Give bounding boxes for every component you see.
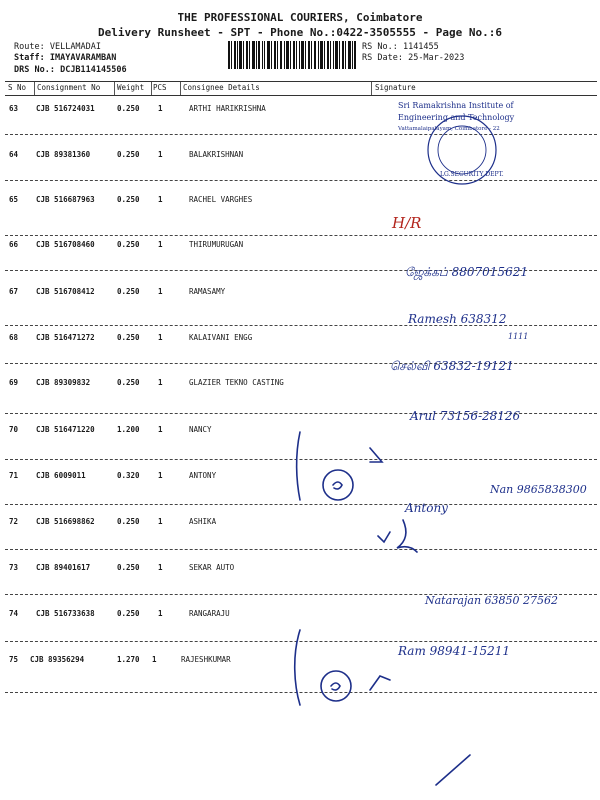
row-consignment: CJB 89401617 <box>36 563 91 572</box>
row-weight: 0.250 <box>117 104 140 113</box>
row-consignee: RAMASAMY <box>189 287 226 296</box>
row-consignment: CJB 89381360 <box>36 150 91 159</box>
signature-row-72-stroke <box>397 520 417 552</box>
row-weight: 0.250 <box>117 240 140 249</box>
row-divider <box>5 504 597 505</box>
row-divider <box>5 413 597 414</box>
row-weight: 0.250 <box>117 378 140 387</box>
table-top-border <box>5 81 597 82</box>
row-weight: 0.250 <box>117 609 140 618</box>
row-divider <box>5 134 597 135</box>
row-sno: 75 <box>9 655 19 664</box>
row-divider <box>5 641 597 642</box>
signature-row-68: செல்வி 63832-19121 <box>390 359 514 373</box>
runsheet-subtitle: Delivery Runsheet - SPT - Phone No.:0422-3505555 - Page No.:6 <box>98 26 502 39</box>
signature-row-70-inner <box>333 482 342 489</box>
staff-line <box>14 53 116 63</box>
row-pcs: 1 <box>158 471 163 480</box>
col-header-pcs: PCS <box>153 83 167 92</box>
signature-row-69: Arul 73156-28126 <box>410 409 521 423</box>
row-consignment: CJB 516698862 <box>36 517 95 526</box>
row-weight: 0.320 <box>117 471 140 480</box>
row-divider <box>5 594 597 595</box>
row-consignee: RAJESHKUMAR <box>181 655 231 664</box>
row-pcs: 1 <box>158 333 163 342</box>
row-weight: 0.250 <box>117 333 140 342</box>
row-pcs: 1 <box>158 150 163 159</box>
col-header-sno: S No <box>8 83 27 92</box>
row-divider <box>5 325 597 326</box>
row-divider <box>5 235 597 236</box>
row-divider <box>5 363 597 364</box>
signature-row-70-stroke <box>297 432 300 500</box>
signature-row-74: Ram 98941-15211 <box>398 644 511 658</box>
row-consignment: CJB 516708460 <box>36 240 95 249</box>
row-pcs: 1 <box>158 563 163 572</box>
stamp-seal-text: LG.SECURITY DEPT. <box>440 171 504 178</box>
rs-date-value: 25-Mar-2023 <box>408 53 465 63</box>
row-consignment: CJB 516471220 <box>36 425 95 434</box>
row-pcs: 1 <box>158 240 163 249</box>
row-pcs: 1 <box>158 609 163 618</box>
row-weight: 0.250 <box>117 517 140 526</box>
row-consignee: RACHEL VARGHES <box>189 195 253 204</box>
staff-label: Staff: <box>14 53 45 63</box>
row-sno: 73 <box>9 563 19 572</box>
row-consignment: CJB 516708412 <box>36 287 95 296</box>
row-divider <box>5 549 597 550</box>
barcode <box>228 41 356 69</box>
row-consignee: ANTONY <box>189 471 217 480</box>
row-consignee: ARTHI HARIKRISHNA <box>189 104 266 113</box>
signature-row-67-mark: 1111 <box>508 332 529 341</box>
row-divider <box>5 692 597 693</box>
row-sno: 72 <box>9 517 19 526</box>
row-pcs: 1 <box>158 195 163 204</box>
row-pcs: 1 <box>158 425 163 434</box>
row-sno: 66 <box>9 240 19 249</box>
col-divider <box>151 82 152 95</box>
col-header-weight: Weight <box>117 83 145 92</box>
col-header-signature: Signature <box>375 83 416 92</box>
row-consignment: CJB 89309832 <box>36 378 91 387</box>
row-weight: 1.270 <box>117 655 140 664</box>
route-line <box>14 42 101 52</box>
security-stamp <box>397 101 515 184</box>
signature-row-73: Natarajan 63850 27562 <box>425 594 559 607</box>
stamp-line-2: Engineering and Technology <box>398 113 515 122</box>
row-consignment: CJB 89356294 <box>30 655 85 664</box>
signature-row-70-loop <box>323 470 353 500</box>
stamp-seal-outer <box>428 116 496 184</box>
rs-date-line <box>362 53 464 63</box>
row-divider <box>5 459 597 460</box>
signature-row-66: ஜேக்கப் 8807015621 <box>405 265 528 279</box>
page-tick-mark <box>436 755 470 785</box>
row-pcs: 1 <box>158 378 163 387</box>
row-weight: 0.250 <box>117 563 140 572</box>
staff-value: IMAYAVARAMBAN <box>49 53 117 63</box>
row-weight: 0.250 <box>117 150 140 159</box>
rs-no-value: 1141455 <box>402 42 439 52</box>
row-consignee: ASHIKA <box>189 517 217 526</box>
row-consignment: CJB 516687963 <box>36 195 95 204</box>
row-sno: 68 <box>9 333 19 342</box>
row-consignee: THIRUMURUGAN <box>189 240 244 249</box>
col-header-consignment: Consignment No <box>37 83 101 92</box>
signature-row-65: H/R <box>392 214 422 232</box>
col-divider <box>371 82 372 95</box>
route-value: VELLAMADAI <box>49 42 102 52</box>
row-sno: 67 <box>9 287 19 296</box>
company-title: THE PROFESSIONAL COURIERS, Coimbatore <box>177 11 423 24</box>
row-weight: 0.250 <box>117 287 140 296</box>
signature-row-75-loop <box>321 671 351 701</box>
row-consignee: KALAIVANI ENGG <box>189 333 253 342</box>
drs-label: DRS No.: <box>14 65 55 75</box>
row-consignment: CJB 516733638 <box>36 609 95 618</box>
signature-row-71-phone: Nan 9865838300 <box>490 483 587 496</box>
row-consignee: NANCY <box>189 425 212 434</box>
rs-no-label: RS No.: <box>362 42 398 52</box>
row-pcs: 1 <box>158 104 163 113</box>
signature-row-71-name: Antony <box>405 501 448 515</box>
stamp-line-1: Sri Ramakrishna Institute of <box>398 101 514 110</box>
row-sno: 69 <box>9 378 19 387</box>
drs-value: DCJB114145506 <box>60 65 127 75</box>
col-divider <box>180 82 181 95</box>
row-pcs: 1 <box>152 655 157 664</box>
row-sno: 71 <box>9 471 19 480</box>
rs-date-label: RS Date: <box>362 53 403 63</box>
signature-row-75-inner <box>331 683 340 690</box>
row-divider <box>5 270 597 271</box>
row-sno: 65 <box>9 195 19 204</box>
row-consignee: SEKAR AUTO <box>189 563 235 572</box>
table-header-border <box>5 95 597 96</box>
row-sno: 63 <box>9 104 19 113</box>
row-consignment: CJB 516471272 <box>36 333 95 342</box>
signature-row-75-arrow <box>370 676 390 690</box>
row-consignment: CJB 6009011 <box>36 471 86 480</box>
row-sno: 74 <box>9 609 19 618</box>
drs-line <box>14 65 127 75</box>
route-label: Route: <box>14 42 45 52</box>
row-consignee: BALAKRISHNAN <box>189 150 244 159</box>
row-pcs: 1 <box>158 287 163 296</box>
row-consignee: GLAZIER TEKNO CASTING <box>189 378 284 387</box>
col-divider <box>34 82 35 95</box>
row-consignment: CJB 516724031 <box>36 104 95 113</box>
row-sno: 64 <box>9 150 19 159</box>
signature-row-72-check <box>378 532 390 542</box>
row-consignee: RANGARAJU <box>189 609 230 618</box>
row-weight: 0.250 <box>117 195 140 204</box>
row-pcs: 1 <box>158 517 163 526</box>
signature-row-67: Ramesh 638312 <box>408 312 507 326</box>
stamp-line-3: Vattamalaipalayam, Coimbatore - 22 <box>398 126 500 132</box>
row-sno: 70 <box>9 425 19 434</box>
col-divider <box>114 82 115 95</box>
row-weight: 1.200 <box>117 425 140 434</box>
rs-no-line <box>362 42 439 52</box>
col-header-consignee: Consignee Details <box>183 83 260 92</box>
row-divider <box>5 180 597 181</box>
